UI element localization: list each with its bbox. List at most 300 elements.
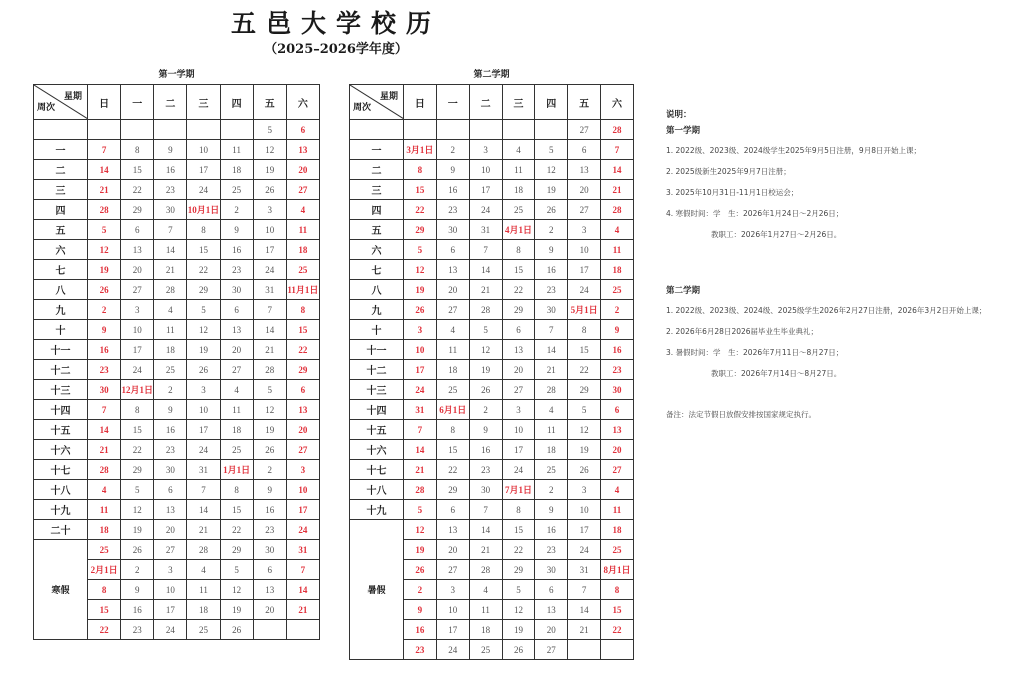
day-cell: 12 <box>121 500 154 520</box>
day-cell: 11 <box>154 320 187 340</box>
day-cell: 29 <box>436 480 469 500</box>
day-cell: 2 <box>253 460 286 480</box>
day-cell: 16 <box>601 340 634 360</box>
day-cell: 7 <box>469 500 502 520</box>
day-cell: 25 <box>187 620 220 640</box>
day-cell: 11 <box>469 600 502 620</box>
day-cell: 11 <box>502 160 535 180</box>
day-cell: 9 <box>253 480 286 500</box>
day-cell: 23 <box>154 180 187 200</box>
week-number-cell: 八 <box>34 280 88 300</box>
day-cell: 6 <box>601 400 634 420</box>
weekday-header: 三 <box>502 85 535 120</box>
week-number-cell: 十一 <box>34 340 88 360</box>
day-cell: 11 <box>220 400 253 420</box>
day-cell: 25 <box>436 380 469 400</box>
day-cell: 16 <box>88 340 121 360</box>
week-row <box>350 200 634 220</box>
day-cell: 11 <box>601 240 634 260</box>
day-cell: 23 <box>88 360 121 380</box>
day-cell <box>121 120 154 140</box>
day-cell: 22 <box>121 180 154 200</box>
week-number-cell: 十 <box>350 320 404 340</box>
day-cell: 20 <box>436 280 469 300</box>
day-cell: 8 <box>121 400 154 420</box>
week-row <box>34 480 320 500</box>
day-cell: 6 <box>568 140 601 160</box>
day-cell: 19 <box>253 160 286 180</box>
day-cell: 26 <box>187 360 220 380</box>
week-row <box>350 140 634 160</box>
week-number-cell: 十四 <box>34 400 88 420</box>
semester2-label: 第二学期 <box>473 70 510 80</box>
day-cell: 13 <box>154 500 187 520</box>
day-cell: 19 <box>469 360 502 380</box>
week-row <box>350 500 634 520</box>
day-cell: 15 <box>88 600 121 620</box>
day-cell: 29 <box>568 380 601 400</box>
day-cell: 17 <box>502 440 535 460</box>
day-cell: 8 <box>568 320 601 340</box>
day-cell: 11 <box>436 340 469 360</box>
day-cell: 26 <box>502 640 535 660</box>
weekday-header: 五 <box>568 85 601 120</box>
week-row <box>350 180 634 200</box>
day-cell: 12 <box>187 320 220 340</box>
day-cell: 31 <box>568 560 601 580</box>
weekday-header: 日 <box>88 85 121 120</box>
day-cell: 22 <box>502 540 535 560</box>
day-cell: 18 <box>88 520 121 540</box>
day-cell: 4 <box>436 320 469 340</box>
day-cell: 23 <box>253 520 286 540</box>
day-cell: 3 <box>404 320 437 340</box>
day-cell: 30 <box>436 220 469 240</box>
day-cell: 2月1日 <box>88 560 121 580</box>
day-cell: 28 <box>469 560 502 580</box>
day-cell: 3 <box>568 220 601 240</box>
day-cell: 4月1日 <box>502 220 535 240</box>
day-cell: 11 <box>220 140 253 160</box>
week-number-cell: 二 <box>34 160 88 180</box>
day-cell: 10 <box>154 580 187 600</box>
day-cell: 29 <box>502 300 535 320</box>
day-cell: 22 <box>502 280 535 300</box>
day-cell: 10 <box>187 400 220 420</box>
day-cell: 6 <box>154 480 187 500</box>
day-cell: 9 <box>88 320 121 340</box>
day-cell: 16 <box>253 500 286 520</box>
weekday-header: 日 <box>404 85 437 120</box>
day-cell: 3 <box>286 460 319 480</box>
day-cell: 26 <box>404 300 437 320</box>
notes-panel <box>666 108 1026 420</box>
day-cell: 30 <box>535 300 568 320</box>
day-cell: 4 <box>220 380 253 400</box>
day-cell: 20 <box>286 160 319 180</box>
day-cell: 25 <box>286 260 319 280</box>
week-row <box>34 180 320 200</box>
week-row <box>350 480 634 500</box>
day-cell: 30 <box>154 200 187 220</box>
day-cell: 16 <box>535 520 568 540</box>
week-row <box>34 420 320 440</box>
weekday-header: 六 <box>286 85 319 120</box>
day-cell: 24 <box>187 180 220 200</box>
day-cell: 3 <box>121 300 154 320</box>
corner-week-label: 周次 <box>37 103 56 113</box>
day-cell: 11 <box>535 420 568 440</box>
day-cell: 20 <box>436 540 469 560</box>
corner-week-label: 周次 <box>353 103 372 113</box>
day-cell: 14 <box>286 580 319 600</box>
day-cell: 19 <box>568 440 601 460</box>
day-cell: 4 <box>187 560 220 580</box>
day-cell: 27 <box>154 540 187 560</box>
week-row <box>34 440 320 460</box>
day-cell: 28 <box>469 300 502 320</box>
semester1-calendar-table <box>33 84 320 640</box>
day-cell: 5 <box>502 580 535 600</box>
day-cell: 16 <box>154 420 187 440</box>
day-cell: 27 <box>568 200 601 220</box>
day-cell: 15 <box>187 240 220 260</box>
day-cell: 28 <box>601 120 634 140</box>
day-cell: 27 <box>535 640 568 660</box>
day-cell: 10 <box>469 160 502 180</box>
day-cell: 14 <box>469 260 502 280</box>
day-cell: 19 <box>502 620 535 640</box>
week-row <box>350 120 634 140</box>
day-cell: 5 <box>187 300 220 320</box>
day-cell: 22 <box>121 440 154 460</box>
day-cell: 7 <box>404 420 437 440</box>
day-cell <box>535 120 568 140</box>
week-number-cell: 十八 <box>350 480 404 500</box>
week-number-cell: 五 <box>350 220 404 240</box>
vacation-label-cell: 暑假 <box>350 520 404 660</box>
day-cell <box>502 120 535 140</box>
day-cell: 4 <box>469 580 502 600</box>
day-cell: 20 <box>502 360 535 380</box>
day-cell: 26 <box>88 280 121 300</box>
day-cell: 22 <box>568 360 601 380</box>
day-cell: 2 <box>535 220 568 240</box>
day-cell: 5 <box>535 140 568 160</box>
day-cell: 2 <box>436 140 469 160</box>
corner-weekday-label: 星期 <box>379 92 398 102</box>
vacation-row <box>350 520 634 540</box>
day-cell: 4 <box>502 140 535 160</box>
week-row <box>350 160 634 180</box>
day-cell: 19 <box>187 340 220 360</box>
day-cell: 30 <box>253 540 286 560</box>
week-row <box>34 240 320 260</box>
week-row <box>350 340 634 360</box>
day-cell: 7 <box>286 560 319 580</box>
vacation-row <box>34 540 320 560</box>
day-cell: 9 <box>535 240 568 260</box>
day-cell: 16 <box>404 620 437 640</box>
day-cell: 6 <box>286 120 319 140</box>
day-cell: 11 <box>88 500 121 520</box>
week-number-cell: 十六 <box>34 440 88 460</box>
day-cell: 10 <box>502 420 535 440</box>
day-cell <box>601 640 634 660</box>
day-cell: 17 <box>568 260 601 280</box>
day-cell: 27 <box>436 560 469 580</box>
day-cell: 19 <box>88 260 121 280</box>
day-cell: 20 <box>568 180 601 200</box>
week-row <box>350 460 634 480</box>
corner-header-cell <box>34 85 88 120</box>
day-cell: 21 <box>154 260 187 280</box>
week-number-cell: 十二 <box>350 360 404 380</box>
day-cell: 27 <box>502 380 535 400</box>
day-cell: 22 <box>88 620 121 640</box>
day-cell: 27 <box>286 440 319 460</box>
day-cell: 10 <box>404 340 437 360</box>
day-cell: 9 <box>121 580 154 600</box>
day-cell: 18 <box>154 340 187 360</box>
day-cell: 5 <box>121 480 154 500</box>
day-cell <box>187 120 220 140</box>
day-cell: 4 <box>535 400 568 420</box>
day-cell: 30 <box>220 280 253 300</box>
week-number-cell: 六 <box>350 240 404 260</box>
day-cell: 30 <box>601 380 634 400</box>
day-cell: 2 <box>121 560 154 580</box>
day-cell: 12 <box>502 600 535 620</box>
day-cell: 7 <box>253 300 286 320</box>
day-cell: 22 <box>187 260 220 280</box>
week-row <box>350 380 634 400</box>
day-cell: 3 <box>568 480 601 500</box>
week-row <box>34 140 320 160</box>
week-row <box>34 300 320 320</box>
day-cell: 21 <box>469 280 502 300</box>
day-cell: 15 <box>502 520 535 540</box>
header-row <box>34 85 320 120</box>
semester2-calendar-table <box>349 84 634 660</box>
day-cell: 18 <box>286 240 319 260</box>
week-row <box>34 340 320 360</box>
day-cell: 17 <box>253 240 286 260</box>
day-cell: 28 <box>88 460 121 480</box>
day-cell: 8 <box>286 300 319 320</box>
day-cell: 27 <box>121 280 154 300</box>
week-row <box>34 200 320 220</box>
day-cell: 27 <box>436 300 469 320</box>
week-number-cell: 十五 <box>34 420 88 440</box>
day-cell: 3 <box>187 380 220 400</box>
day-cell: 23 <box>535 540 568 560</box>
week-number-cell: 二 <box>350 160 404 180</box>
day-cell: 1月1日 <box>220 460 253 480</box>
day-cell: 23 <box>404 640 437 660</box>
day-cell: 7 <box>154 220 187 240</box>
day-cell: 2 <box>88 300 121 320</box>
day-cell <box>286 620 319 640</box>
week-number-cell: 十七 <box>34 460 88 480</box>
day-cell: 20 <box>535 620 568 640</box>
week-row <box>34 360 320 380</box>
day-cell: 13 <box>253 580 286 600</box>
day-cell: 8 <box>220 480 253 500</box>
day-cell: 21 <box>187 520 220 540</box>
day-cell: 10 <box>436 600 469 620</box>
week-number-cell: 一 <box>34 140 88 160</box>
day-cell: 15 <box>286 320 319 340</box>
day-cell: 6月1日 <box>436 400 469 420</box>
day-cell: 3 <box>253 200 286 220</box>
day-cell: 29 <box>187 280 220 300</box>
week-number-cell: 十五 <box>350 420 404 440</box>
day-cell: 26 <box>404 560 437 580</box>
week-number-cell: 十九 <box>34 500 88 520</box>
day-cell: 21 <box>601 180 634 200</box>
day-cell: 10 <box>568 500 601 520</box>
day-cell: 30 <box>535 560 568 580</box>
day-cell: 3月1日 <box>404 140 437 160</box>
day-cell: 24 <box>436 640 469 660</box>
calendar-title: 五邑大学校历 <box>230 9 441 38</box>
day-cell: 18 <box>220 160 253 180</box>
day-cell: 25 <box>601 280 634 300</box>
day-cell: 20 <box>220 340 253 360</box>
day-cell: 26 <box>220 620 253 640</box>
day-cell: 13 <box>568 160 601 180</box>
day-cell: 6 <box>436 240 469 260</box>
day-cell: 22 <box>404 200 437 220</box>
day-cell: 24 <box>568 280 601 300</box>
day-cell: 14 <box>154 240 187 260</box>
day-cell: 9 <box>404 600 437 620</box>
week-row <box>34 280 320 300</box>
day-cell: 8 <box>436 420 469 440</box>
day-cell: 18 <box>436 360 469 380</box>
day-cell: 17 <box>286 500 319 520</box>
day-cell: 30 <box>88 380 121 400</box>
day-cell: 6 <box>502 320 535 340</box>
day-cell: 24 <box>568 540 601 560</box>
week-row <box>350 400 634 420</box>
day-cell: 28 <box>88 200 121 220</box>
week-number-cell: 五 <box>34 220 88 240</box>
day-cell: 9 <box>469 420 502 440</box>
day-cell: 23 <box>436 200 469 220</box>
day-cell: 22 <box>286 340 319 360</box>
semester1-label: 第一学期 <box>158 70 195 80</box>
day-cell: 12 <box>404 260 437 280</box>
week-row <box>34 220 320 240</box>
week-row <box>350 360 634 380</box>
corner-header-cell <box>350 85 404 120</box>
day-cell: 29 <box>404 220 437 240</box>
day-cell: 4 <box>154 300 187 320</box>
day-cell <box>568 640 601 660</box>
day-cell: 5 <box>253 380 286 400</box>
day-cell: 2 <box>535 480 568 500</box>
day-cell: 4 <box>601 480 634 500</box>
day-cell: 27 <box>286 180 319 200</box>
day-cell: 3 <box>154 560 187 580</box>
day-cell: 17 <box>436 620 469 640</box>
day-cell: 24 <box>469 200 502 220</box>
day-cell: 15 <box>601 600 634 620</box>
day-cell: 12 <box>253 400 286 420</box>
notes-remark: 备注：法定节假日放假安排按国家规定执行。 <box>666 410 816 419</box>
day-cell: 13 <box>220 320 253 340</box>
week-number-cell: 十七 <box>350 460 404 480</box>
header-row <box>350 85 634 120</box>
day-cell: 14 <box>535 340 568 360</box>
day-cell: 21 <box>286 600 319 620</box>
day-cell: 16 <box>220 240 253 260</box>
day-cell: 27 <box>568 120 601 140</box>
day-cell: 10 <box>286 480 319 500</box>
day-cell: 31 <box>404 400 437 420</box>
day-cell: 2 <box>601 300 634 320</box>
day-cell: 10 <box>568 240 601 260</box>
week-number-cell: 十九 <box>350 500 404 520</box>
day-cell: 14 <box>253 320 286 340</box>
day-cell: 17 <box>187 160 220 180</box>
day-cell: 26 <box>253 440 286 460</box>
day-cell: 5 <box>253 120 286 140</box>
day-cell: 13 <box>535 600 568 620</box>
day-cell: 23 <box>121 620 154 640</box>
day-cell: 5 <box>568 400 601 420</box>
notes-sem2-item: 1. 2022级、2023级、2024级、2025级学生2026年2月27日注册，2026年3月2日开始上课； <box>666 306 987 315</box>
week-row <box>34 320 320 340</box>
weekday-header: 二 <box>469 85 502 120</box>
week-number-cell: 十四 <box>350 400 404 420</box>
day-cell: 15 <box>220 500 253 520</box>
week-row <box>34 400 320 420</box>
day-cell: 18 <box>220 420 253 440</box>
day-cell: 17 <box>568 520 601 540</box>
day-cell <box>88 120 121 140</box>
day-cell: 4 <box>601 220 634 240</box>
weekday-header: 一 <box>436 85 469 120</box>
day-cell: 25 <box>469 640 502 660</box>
week-number-cell: 二十 <box>34 520 88 540</box>
day-cell: 14 <box>187 500 220 520</box>
day-cell: 7 <box>568 580 601 600</box>
weekday-header: 一 <box>121 85 154 120</box>
day-cell: 24 <box>253 260 286 280</box>
weekday-header: 三 <box>187 85 220 120</box>
day-cell: 10 <box>121 320 154 340</box>
weekday-header: 五 <box>253 85 286 120</box>
day-cell: 25 <box>220 180 253 200</box>
day-cell: 8 <box>121 140 154 160</box>
day-cell: 22 <box>220 520 253 540</box>
day-cell: 17 <box>404 360 437 380</box>
day-cell: 2 <box>154 380 187 400</box>
day-cell: 12 <box>404 520 437 540</box>
notes-sem1-item: 3. 2025年10月31日-11月1日校运会； <box>666 188 799 197</box>
day-cell: 28 <box>154 280 187 300</box>
day-cell: 25 <box>88 540 121 560</box>
day-cell: 28 <box>404 480 437 500</box>
day-cell: 16 <box>469 440 502 460</box>
day-cell: 23 <box>601 360 634 380</box>
day-cell: 30 <box>154 460 187 480</box>
day-cell: 19 <box>535 180 568 200</box>
week-number-cell: 十三 <box>34 380 88 400</box>
